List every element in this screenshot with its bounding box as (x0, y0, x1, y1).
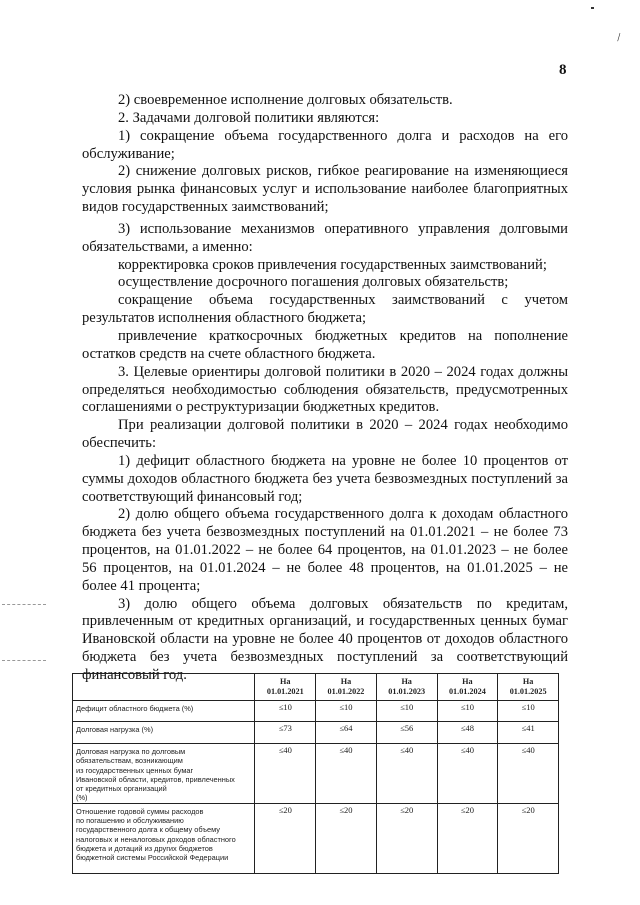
row-label: Дефицит областного бюджета (%) (73, 701, 255, 722)
cell-value: ≤56 (376, 722, 437, 744)
list-item: 1) дефицит областного бюджета на уровне не более 10 процентов от суммы доходов областного бюджета без учета безвозмездных поступлений за соответствующий финансовый год; (82, 452, 568, 505)
header-cell-date: На 01.01.2022 (316, 674, 377, 701)
scan-artifact-dot (591, 7, 594, 9)
margin-dash (2, 604, 46, 605)
cell-value: ≤10 (376, 701, 437, 722)
sub-item: осуществление досрочного погашения долговых обязательств; (118, 274, 509, 291)
sub-item: сокращение объема государственных заимствований с учетом результатов исполнения областного бюджета; (82, 292, 568, 327)
cell-value: ≤10 (255, 701, 316, 722)
page-number: 8 (559, 62, 567, 78)
header-cell-date: На 01.01.2023 (376, 674, 437, 701)
cell-value: ≤41 (498, 722, 559, 744)
section-paragraph: 3. Целевые ориентиры долговой политики в 2020 – 2024 годах должны определяться необходимостью соблюдения обязательств, предусмотренных соглашениями о реструктуризации бюджетных кредитов. (82, 363, 568, 416)
cell-value: ≤64 (316, 722, 377, 744)
row-label: Долговая нагрузка по долговым обязательствам, возникающим из государственных ценных бумаг Ивановской области, кредитов, привлеченных от кредитных организаций (%) (73, 744, 255, 804)
table-row (73, 744, 559, 804)
list-item: 2) долю общего объема государственного долга к доходам областного бюджета без учета безвозмездных поступлений на 01.01.2021 – не более 73 процентов, на 01.01.2022 – не более 64 процентов, на 01.01.2023 – не более 56 процентов, на 01.01.2024 – не более 48 процентов, на 01.01.2025 – не более 41 процента; (82, 506, 568, 594)
table-header-row (73, 674, 559, 701)
header-cell-date: На 01.01.2021 (255, 674, 316, 701)
cell-value: ≤40 (437, 744, 498, 804)
row-label: Отношение годовой суммы расходов по погашению и обслуживанию государственного долга к общему объему налоговых и неналоговых доходов областного бюджета и дотаций из других бюджетов бюджетной системы Российской Федерации (73, 803, 255, 873)
list-item: 3) использование механизмов оперативного управления долговыми обязательствами, а именно: (82, 220, 568, 255)
debt-targets-table (72, 673, 559, 874)
cell-value: ≤20 (437, 803, 498, 873)
cell-value: ≤40 (376, 744, 437, 804)
cell-value: ≤20 (376, 803, 437, 873)
table-row (73, 701, 559, 722)
header-cell-date: На 01.01.2024 (437, 674, 498, 701)
margin-dash (2, 660, 46, 661)
cell-value: ≤73 (255, 722, 316, 744)
cell-value: ≤40 (498, 744, 559, 804)
document-body (82, 92, 568, 685)
cell-value: ≤10 (498, 701, 559, 722)
sub-item: привлечение краткосрочных бюджетных кредитов на пополнение остатков средств на счете областного бюджета. (82, 327, 568, 362)
header-cell-empty (73, 674, 255, 701)
row-label: Долговая нагрузка (%) (73, 722, 255, 744)
paragraph: 2) своевременное исполнение долговых обязательств. (118, 92, 453, 108)
list-item: 2) снижение долговых рисков, гибкое реагирование на изменяющиеся условия рынка финансовых услуг и использование наиболее благоприятных видов государственных заимствований; (82, 163, 568, 216)
cell-value: ≤48 (437, 722, 498, 744)
scan-artifact-mark: \ (613, 30, 625, 44)
list-item: 3) долю общего объема долговых обязательств по кредитам, привлеченным от кредитных организаций, и государственных ценных бумаг Ивановской области на уровне не более 40 процентов от доходов областного бюджета без учета безвозмездных поступлений за соответствующий финансовый год. (82, 595, 568, 683)
cell-value: ≤20 (498, 803, 559, 873)
table-row (73, 803, 559, 873)
cell-value: ≤20 (316, 803, 377, 873)
section-heading: 2. Задачами долговой политики являются: (118, 109, 380, 126)
cell-value: ≤10 (437, 701, 498, 722)
cell-value: ≤40 (316, 744, 377, 804)
cell-value: ≤20 (255, 803, 316, 873)
table-row (73, 722, 559, 744)
sub-item: корректировка сроков привлечения государственных заимствований; (118, 256, 547, 273)
list-item: 1) сокращение объема государственного долга и расходов на его обслуживание; (82, 127, 568, 162)
cell-value: ≤10 (316, 701, 377, 722)
cell-value: ≤40 (255, 744, 316, 804)
header-cell-date: На 01.01.2025 (498, 674, 559, 701)
paragraph: При реализации долговой политики в 2020 – 2024 годах необходимо обеспечить: (82, 417, 568, 452)
